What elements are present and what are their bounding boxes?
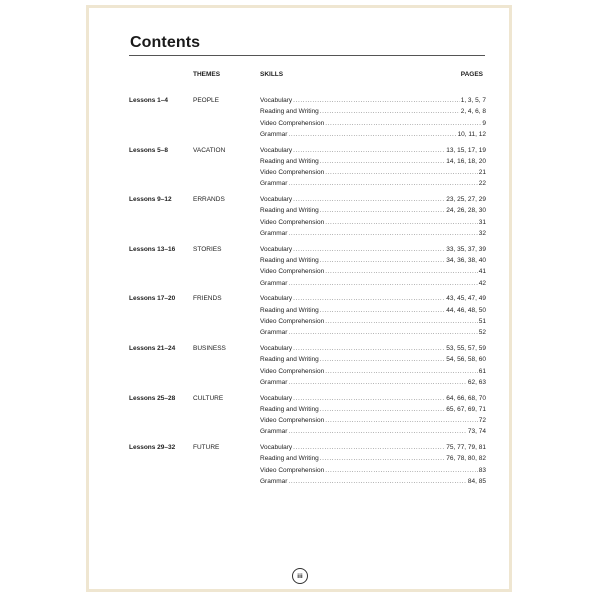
skill-row[interactable]: [260, 169, 486, 180]
skill-name: Grammar: [260, 279, 288, 287]
dot-leader: [320, 257, 445, 264]
dot-leader: [320, 406, 445, 413]
skill-name: Video Comprehension: [260, 119, 325, 127]
page-numbers: 64, 66, 68, 70: [446, 394, 486, 402]
skills-header: SKILLS: [260, 71, 284, 78]
dot-leader: [325, 120, 481, 127]
dot-leader: [288, 329, 477, 336]
dot-leader: [325, 169, 478, 176]
page-numbers: 23, 25, 27, 29: [446, 196, 486, 204]
skill-row[interactable]: [260, 196, 486, 207]
dot-leader: [293, 246, 445, 253]
page-numbers: 34, 36, 38, 40: [446, 257, 486, 265]
skill-name: Video Comprehension: [260, 169, 325, 177]
skills-list: [260, 147, 486, 192]
dot-leader: [325, 268, 478, 275]
page-numbers: 33, 35, 37, 39: [446, 245, 486, 253]
dot-leader: [320, 307, 445, 314]
page-numbers: 43, 45, 47, 49: [446, 295, 486, 303]
dot-leader: [288, 478, 466, 485]
skill-row[interactable]: [260, 108, 486, 119]
page-numbers: 83: [478, 466, 486, 474]
skill-row[interactable]: [260, 230, 486, 241]
skill-row[interactable]: [260, 379, 486, 390]
theme-label: VACATION: [193, 146, 226, 154]
dot-leader: [320, 207, 445, 214]
skill-name: Video Comprehension: [260, 268, 325, 276]
skill-row[interactable]: [260, 356, 486, 367]
dot-leader: [320, 455, 445, 462]
skill-row[interactable]: [260, 467, 486, 478]
title-rule: [129, 55, 485, 56]
skills-list: [260, 196, 486, 241]
skills-list: [260, 345, 486, 390]
skill-name: Vocabulary: [260, 245, 293, 253]
page-numbers: 72: [478, 417, 486, 425]
skills-list: [260, 444, 486, 489]
dot-leader: [293, 147, 445, 154]
skill-name: Grammar: [260, 378, 288, 386]
skill-row[interactable]: [260, 395, 486, 406]
skill-name: Reading and Writing: [260, 157, 319, 165]
page-numbers: 73, 74: [467, 428, 486, 436]
dot-leader: [288, 230, 477, 237]
skill-row[interactable]: [260, 147, 486, 158]
page-numbers: 21: [478, 169, 486, 177]
skill-row[interactable]: [260, 329, 486, 340]
theme-label: CULTURE: [193, 394, 224, 402]
lesson-range: Lessons 17–20: [129, 295, 176, 303]
skill-row[interactable]: [260, 406, 486, 417]
dot-leader: [325, 417, 478, 424]
page-numbers: 41: [478, 268, 486, 276]
dot-leader: [293, 395, 445, 402]
page-number: iii: [292, 568, 308, 584]
theme-label: FUTURE: [193, 444, 220, 452]
dot-leader: [293, 444, 445, 451]
dot-leader: [325, 219, 478, 226]
page-numbers: 65, 67, 69, 71: [446, 405, 486, 413]
skills-list: [260, 97, 486, 142]
lesson-range: Lessons 25–28: [129, 394, 176, 402]
skills-list: [260, 246, 486, 291]
skill-row[interactable]: [260, 478, 486, 489]
skill-row[interactable]: [260, 246, 486, 257]
theme-label: BUSINESS: [193, 345, 226, 352]
page-numbers: 10, 11, 12: [457, 130, 486, 138]
page-numbers: 2, 4, 6, 8: [460, 108, 486, 116]
page-numbers: 13, 15, 17, 19: [446, 146, 486, 154]
skill-name: Grammar: [260, 230, 288, 238]
lesson-range: Lessons 1–4: [129, 97, 169, 104]
lesson-range: Lessons 9–12: [129, 196, 172, 204]
page-numbers: 42: [478, 279, 486, 287]
skill-row[interactable]: [260, 428, 486, 439]
theme-label: FRIENDS: [193, 295, 222, 303]
skill-name: Video Comprehension: [260, 466, 325, 474]
dot-leader: [288, 428, 466, 435]
dot-leader: [288, 280, 477, 287]
page-numbers: 44, 46, 48, 50: [446, 306, 486, 314]
page-numbers: 24, 26, 28, 30: [446, 207, 486, 215]
skill-name: Grammar: [260, 180, 288, 188]
skill-name: Reading and Writing: [260, 306, 319, 314]
page-numbers: 61: [478, 367, 486, 375]
lesson-range: Lessons 29–32: [129, 444, 176, 452]
theme-label: ERRANDS: [193, 196, 225, 204]
page-numbers: 53, 55, 57, 59: [446, 345, 486, 352]
skill-row[interactable]: [260, 180, 486, 191]
page-numbers: 14, 16, 18, 20: [446, 157, 486, 165]
dot-leader: [293, 196, 445, 203]
skill-name: Reading and Writing: [260, 257, 319, 265]
skill-name: Reading and Writing: [260, 356, 319, 364]
skill-row[interactable]: [260, 268, 486, 279]
dot-leader: [325, 318, 478, 325]
page-numbers: 54, 56, 58, 60: [446, 356, 486, 364]
themes-header: THEMES: [193, 71, 221, 78]
dot-leader: [288, 379, 466, 386]
page-numbers: 84, 85: [467, 478, 486, 486]
page-title: Contents: [130, 34, 201, 51]
dot-leader: [288, 180, 477, 187]
skills-list: [260, 295, 486, 340]
lesson-range: Lessons 13–16: [129, 245, 176, 253]
skill-row[interactable]: [260, 318, 486, 329]
skill-name: Grammar: [260, 130, 288, 138]
skill-name: Vocabulary: [260, 444, 293, 452]
skill-name: Grammar: [260, 329, 288, 337]
dot-leader: [293, 97, 460, 104]
page-numbers: 22: [478, 180, 486, 188]
page-numbers: 31: [478, 218, 486, 226]
skill-name: Vocabulary: [260, 146, 293, 154]
skill-row[interactable]: [260, 307, 486, 318]
skill-name: Vocabulary: [260, 394, 293, 402]
dot-leader: [288, 131, 456, 138]
skill-row[interactable]: [260, 280, 486, 291]
dot-leader: [320, 158, 445, 165]
skill-row[interactable]: [260, 455, 486, 466]
page-numbers: 76, 78, 80, 82: [446, 455, 486, 463]
skill-name: Grammar: [260, 478, 288, 486]
dot-leader: [320, 356, 445, 363]
skill-row[interactable]: [260, 131, 486, 142]
skill-name: Reading and Writing: [260, 455, 319, 463]
lesson-range: Lessons 5–8: [129, 146, 169, 154]
page-numbers: 51: [478, 317, 486, 325]
skill-name: Video Comprehension: [260, 317, 325, 325]
skill-name: Vocabulary: [260, 97, 293, 104]
lesson-range: Lessons 21–24: [129, 345, 176, 352]
skill-name: Vocabulary: [260, 295, 293, 303]
page-numbers: 32: [478, 230, 486, 238]
skill-row[interactable]: [260, 97, 486, 108]
page-numbers: 9: [482, 119, 486, 127]
skill-name: Vocabulary: [260, 196, 293, 204]
skill-name: Vocabulary: [260, 345, 293, 352]
pages-header: PAGES: [460, 71, 483, 78]
dot-leader: [325, 467, 478, 474]
skill-row[interactable]: [260, 219, 486, 230]
dot-leader: [320, 108, 460, 115]
skill-name: Video Comprehension: [260, 218, 325, 226]
page-numbers: 75, 77, 79, 81: [446, 444, 486, 452]
skill-row[interactable]: [260, 158, 486, 169]
page-numbers: 1, 3, 5, 7: [460, 97, 486, 104]
skill-row[interactable]: [260, 345, 486, 356]
dot-leader: [325, 368, 478, 375]
skill-name: Reading and Writing: [260, 207, 319, 215]
skill-name: Video Comprehension: [260, 417, 325, 425]
theme-label: STORIES: [193, 245, 222, 253]
skill-row[interactable]: [260, 417, 486, 428]
skill-row[interactable]: [260, 120, 486, 131]
skill-row[interactable]: [260, 368, 486, 379]
skill-row[interactable]: [260, 257, 486, 268]
contents-page: [86, 5, 512, 592]
page-numbers: 52: [478, 329, 486, 337]
skill-row[interactable]: [260, 444, 486, 455]
dot-leader: [293, 345, 445, 352]
dot-leader: [293, 295, 445, 302]
skill-name: Video Comprehension: [260, 367, 325, 375]
skill-row[interactable]: [260, 207, 486, 218]
page-numbers: 62, 63: [467, 378, 486, 386]
skill-name: Reading and Writing: [260, 405, 319, 413]
skill-name: Grammar: [260, 428, 288, 436]
skill-row[interactable]: [260, 295, 486, 306]
skills-list: [260, 395, 486, 440]
skill-name: Reading and Writing: [260, 108, 319, 116]
theme-label: PEOPLE: [193, 97, 220, 104]
